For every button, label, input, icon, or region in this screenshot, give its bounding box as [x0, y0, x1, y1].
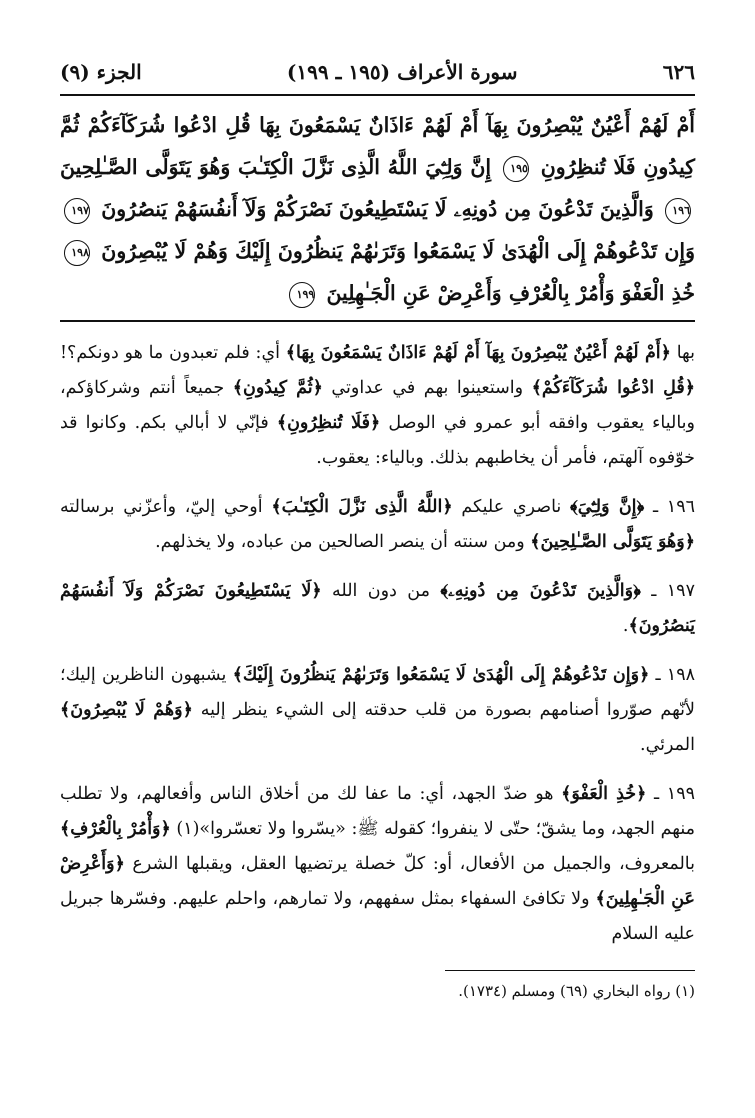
tafsir-paragraph [60, 658, 695, 763]
quran-quote: ﴿وَأَعْرِضْ عَنِ الْجَـٰهِلِينَ﴾ [60, 854, 695, 909]
commentary-text: المرئي. [640, 735, 695, 755]
tafsir-paragraph [60, 777, 695, 952]
ayah-text: وَإِن تَدْعُوهُمْ إِلَى الْهُدَىٰ لَا يَسْمَعُوا وَتَرَىٰهُمْ يَنظُرُونَ إِلَيْكَ وَهُمْ لَا يُبْصِرُونَ [94, 239, 695, 263]
commentary-text: ومن سنته أن ينصر الصالحين من عباده، ولا يخذلهم. [155, 532, 531, 552]
page [60, 60, 695, 1003]
quran-quote: ﴿اللَّهُ الَّذِى نَزَّلَ الْكِتَـٰبَ﴾ [271, 497, 453, 517]
ayah-text: وَالَّذِينَ تَدْعُونَ مِن دُونِهِۦ لَا يَسْتَطِيعُونَ نَصْرَكُمْ وَلَآ أَنفُسَهُمْ يَنصُرُونَ [94, 197, 654, 221]
ayah-number-mark: ١٩٩ [289, 282, 315, 308]
footnote-rule [445, 970, 695, 971]
page-number: ٦٢٦ [662, 60, 695, 84]
commentary-text: . [622, 616, 629, 636]
quran-quote: ﴿وَهُوَ يَتَوَلَّى الصَّـٰلِحِينَ﴾ [530, 532, 695, 552]
commentary-text: بالمعروف، والجميل من الأفعال، أو: كلّ خصلة يرتضيها العقل، ويقبلها الشرع [124, 854, 695, 874]
commentary-text: ١٩٧ ـ [640, 581, 695, 601]
commentary-text: ولا تكافئ السفهاء بمثل سفههم، ولا تمارهم، واحلم عليهم. وفسّرها جبريل عليه السلام [60, 889, 695, 944]
quran-quote: ﴿فَلَا تُنظِرُونِ﴾ [276, 413, 381, 433]
commentary-text: فإنّي لا أبالي بكم. وكانوا قد خوّفوه آلهتم، فأمر أن يخاطبهم بذلك. وبالياء: يعقوب. [60, 413, 695, 468]
commentary-text: ١٩٨ ـ [649, 665, 695, 685]
commentary-text: يشبهون الناظرين إليك؛ لأنّهم صوّروا أصنامهم بصورة من قلب حدقته إلى الشيء ينظر إليه [60, 665, 695, 720]
commentary-text: ١٩٦ ـ [644, 497, 695, 517]
quran-quote: ﴿وَإِن تَدْعُوهُمْ إِلَى الْهُدَىٰ لَا يَسْمَعُوا وَتَرَىٰهُمْ يَنظُرُونَ إِلَيْكَ﴾ [232, 665, 650, 685]
commentary-text: ١٩٩ ـ [646, 784, 695, 804]
tafsir-paragraph [60, 490, 695, 560]
commentary-text: أوحي إليّ، وأعزّني برسالته [60, 497, 272, 517]
quran-quote: ﴿ثُمَّ كِيدُونِ﴾ [232, 378, 323, 398]
commentary-text: هو ضدّ الجهد، أي: ما عفا لك من أخلاق الناس وأفعالهم، ولا تطلب منهم الجهد، وما يشقّ؛ حتّى لا ينفروا؛ كقوله ﷺ: «يسّروا ولا تعسّروا»(١) [60, 784, 696, 839]
quran-quote: ﴿أَمْ لَهُمْ أَعْيُنٌ يُبْصِرُونَ بِهَآ أَمْ لَهُمْ ءَاذَانٌ يَسْمَعُونَ بِهَا﴾ [285, 343, 671, 363]
page-header [60, 60, 695, 94]
ayah-number-mark: ١٩٥ [503, 156, 529, 182]
commentary-text: من دون الله [321, 581, 441, 601]
ayah-number-mark: ١٩٦ [665, 198, 691, 224]
ayah-text: خُذِ الْعَفْوَ وَأْمُرْ بِالْعُرْفِ وَأَعْرِضْ عَنِ الْجَـٰهِلِينَ [319, 281, 695, 305]
tafsir-body [60, 322, 695, 952]
tafsir-paragraph [60, 336, 695, 476]
quran-quote: ﴿إِنَّ وَلِـِّۧيَ﴾ [569, 497, 645, 517]
surah-title: سورة الأعراف (١٩٥ ـ ١٩٩) [286, 60, 518, 84]
quran-quote: ﴿لَا يَسْتَطِيعُونَ نَصْرَكُمْ وَلَآ أَنفُسَهُمْ يَنصُرُونَ﴾ [60, 581, 695, 636]
commentary-text: واستعينوا بهم في عداوتي [322, 378, 532, 398]
ayah-number-mark: ١٩٧ [64, 198, 90, 224]
tafsir-paragraph [60, 574, 695, 644]
quran-quote: ﴿وَأْمُرْ بِالْعُرْفِ﴾ [60, 819, 171, 839]
footnote: (١) رواه البخاري (٦٩) ومسلم (١٧٣٤). [458, 982, 695, 1000]
quran-quote: ﴿قُلِ ادْعُوا شُرَكَآءَكُمْ﴾ [531, 378, 696, 398]
juz-label: الجزء (٩) [60, 60, 142, 84]
quran-text-block [60, 96, 695, 320]
commentary-text: بها [670, 343, 695, 363]
commentary-text: جميعاً أنتم وشركاؤكم، وبالياء يعقوب وافقه أبو عمرو في الوصل [60, 378, 695, 433]
commentary-text: ناصري عليكم [452, 497, 570, 517]
ayah-text: إِنَّ وَلِـِّۧيَ اللَّهُ الَّذِى نَزَّلَ الْكِتَـٰبَ وَهُوَ يَتَوَلَّى الصَّـٰلِحِينَ [60, 155, 492, 179]
ayah-number-mark: ١٩٨ [64, 240, 90, 266]
commentary-text: أي: فلم تعبدون ما هو دونكم؟! [60, 343, 286, 363]
quran-quote: ﴿خُذِ الْعَفْوَ﴾ [561, 784, 647, 804]
quran-quote: ﴿وَهُمْ لَا يُبْصِرُونَ﴾ [60, 700, 193, 720]
ayah-text: أَمْ لَهُمْ أَعْيُنٌ يُبْصِرُونَ بِهَآ أَمْ لَهُمْ ءَاذَانٌ يَسْمَعُونَ بِهَا قُلِ ادْعُوا شُرَكَآءَكُمْ ثُمَّ كِيدُونِ فَلَا تُنظِرُونِ [60, 113, 696, 179]
quran-quote: ﴿وَالَّذِينَ تَدْعُونَ مِن دُونِهِۦ﴾ [440, 581, 641, 601]
